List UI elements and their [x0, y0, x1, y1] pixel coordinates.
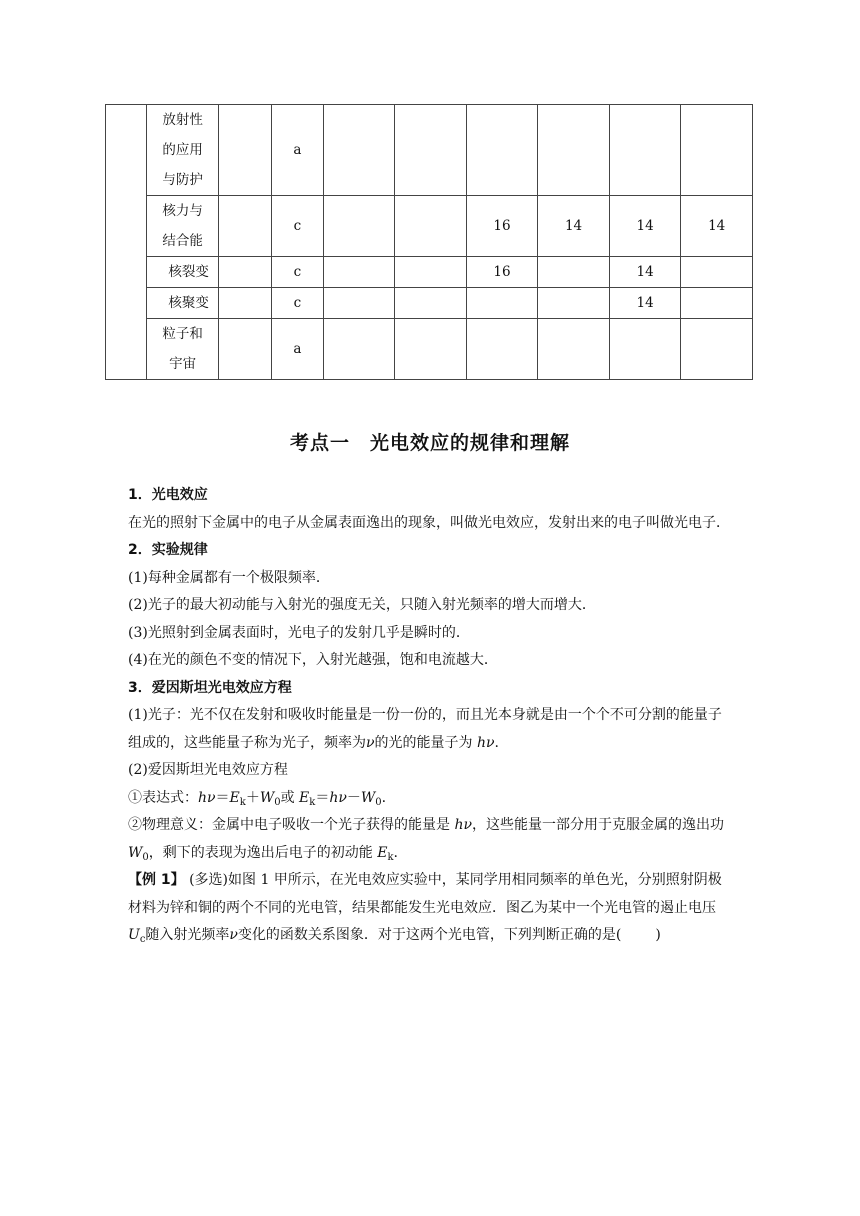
level-cell: a — [272, 105, 323, 196]
value-cell — [323, 196, 395, 257]
paragraph-physical-meaning: ②物理意义：金属中电子吸收一个光子获得的能量是 hν，这些能量一部分用于克服金属的逸出功 $W_0$，剩下的表现为逸出后电子的初动能 $E_k$. — [128, 817, 724, 863]
table-row — [106, 105, 753, 196]
value-cell — [395, 288, 467, 319]
value-cell — [538, 105, 610, 196]
value-cell — [681, 257, 753, 288]
value-cell: 16 — [466, 196, 538, 257]
empty-cell — [218, 288, 271, 319]
empty-cell — [218, 196, 271, 257]
value-cell: 14 — [609, 288, 681, 319]
value-cell: 14 — [609, 257, 681, 288]
chapter-cell — [106, 105, 147, 380]
level-cell: a — [272, 319, 323, 380]
document-body — [128, 482, 734, 950]
value-cell: 16 — [466, 257, 538, 288]
topic-cell: 核裂变 — [147, 257, 219, 288]
table-row — [106, 196, 753, 257]
value-cell — [466, 105, 538, 196]
value-cell — [323, 257, 395, 288]
paragraph-definition: 在光的照射下金属中的电子从金属表面逸出的现象，叫做光电效应，发射出来的电子叫做光电子． — [128, 514, 730, 531]
value-cell — [681, 288, 753, 319]
table-row — [106, 319, 753, 380]
value-cell — [466, 288, 538, 319]
value-cell — [395, 196, 467, 257]
paragraph-photon: (1)光子：光不仅在发射和吸收时能量是一份一份的，而且光本身就是由一个个不可分割的能量子组成的，这些能量子称为光子，频率为ν的光的能量子为 hν. — [128, 707, 722, 751]
value-cell: 14 — [538, 196, 610, 257]
level-cell: c — [272, 257, 323, 288]
topic-cell: 粒子和 宇宙 — [147, 319, 219, 380]
empty-cell — [218, 319, 271, 380]
empty-cell — [218, 105, 271, 196]
value-cell — [395, 105, 467, 196]
value-cell — [609, 105, 681, 196]
section-title: 考点一 光电效应的规律和理解 — [289, 432, 570, 454]
list-item: (2)光子的最大初动能与入射光的强度无关，只随入射光频率的增大而增大． — [128, 597, 596, 613]
example-problem: 【例 1】 (多选)如图 1 甲所示，在光电效应实验中，某同学用相同频率的单色光，分别照射阴极材料为锌和铜的两个不同的光电管，结果都能发生光电效应．图乙为某中一个光电管的遏止电压 $U_c$随入射光频率ν变化的函数关系图象．对于这两个光电管，下列判断正确的是( ) — [128, 872, 722, 945]
empty-cell — [218, 257, 271, 288]
value-cell — [323, 105, 395, 196]
value-cell: 14 — [609, 196, 681, 257]
table-row — [106, 257, 753, 288]
value-cell — [323, 319, 395, 380]
topic-cell: 核力与 结合能 — [147, 196, 219, 257]
value-cell — [395, 257, 467, 288]
value-cell — [681, 319, 753, 380]
heading-photoelectric-effect: 1．光电效应 — [128, 487, 208, 503]
table-row — [106, 288, 753, 319]
heading-experimental-laws: 2．实验规律 — [128, 542, 208, 558]
value-cell — [538, 319, 610, 380]
level-cell: c — [272, 288, 323, 319]
value-cell: 14 — [681, 196, 753, 257]
topic-cell: 核聚变 — [147, 288, 219, 319]
value-cell — [466, 319, 538, 380]
paragraph-equation-title: (2)爱因斯坦光电效应方程 — [128, 762, 288, 778]
example-label: 【例 1】 — [128, 872, 185, 888]
value-cell — [609, 319, 681, 380]
level-cell: c — [272, 196, 323, 257]
value-cell — [395, 319, 467, 380]
heading-einstein-equation: 3．爱因斯坦光电效应方程 — [128, 679, 292, 696]
value-cell — [538, 257, 610, 288]
list-item: (4)在光的颜色不变的情况下，入射光越强，饱和电流越大． — [128, 652, 498, 668]
list-item: (3)光照射到金属表面时，光电子的发射几乎是瞬时的． — [128, 624, 470, 641]
value-cell — [681, 105, 753, 196]
topic-cell: 放射性 的应用 与防护 — [147, 105, 219, 196]
paragraph-expression: ①表达式：$h\nu=E_k+W_0$或 $E_k=h\nu-W_0$. — [128, 789, 387, 808]
value-cell — [538, 288, 610, 319]
exam-stats-table — [105, 104, 753, 380]
list-item: (1)每种金属都有一个极限频率． — [128, 569, 330, 586]
value-cell — [323, 288, 395, 319]
